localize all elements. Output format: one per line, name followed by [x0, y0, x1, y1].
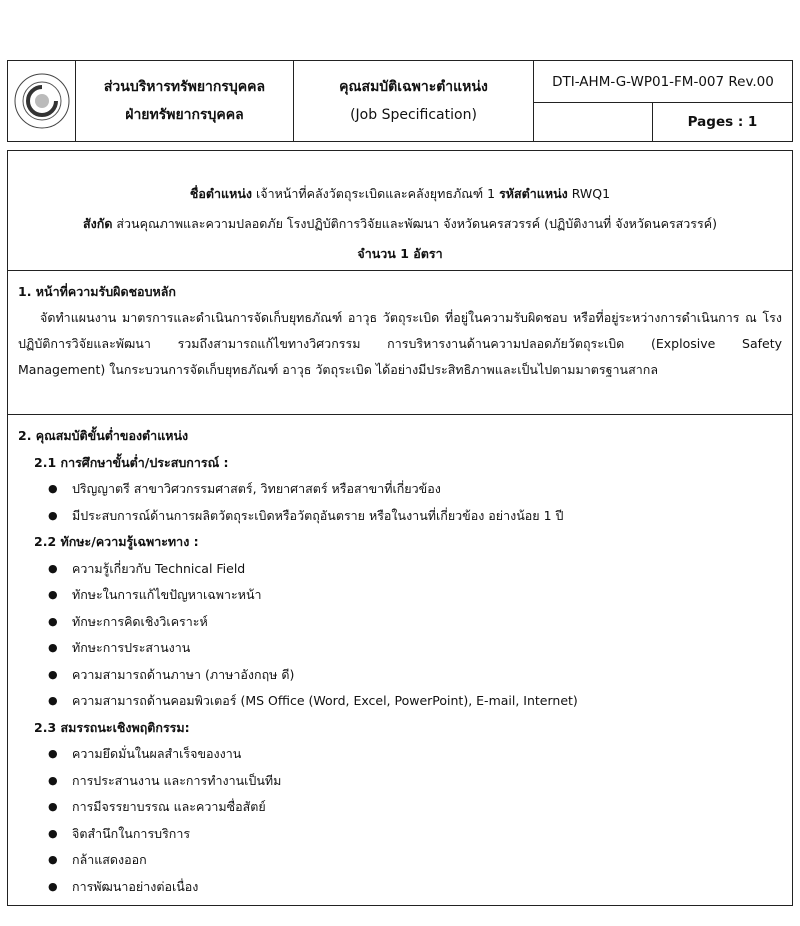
list-item: ● จิตสำนึกในการบริการ [46, 821, 782, 848]
spec-title-english: (Job Specification) [350, 107, 477, 123]
position-code-label: รหัสตำแหน่ง [499, 186, 568, 201]
list-item: ● ทักษะในการแก้ไขปัญหาเฉพาะหน้า [46, 582, 782, 609]
blank-cell [534, 103, 653, 141]
department-cell [76, 61, 294, 141]
qualifications-section [8, 415, 792, 900]
position-name: เจ้าหน้าที่คลังวัตถุระเบิดและคลังยุทธภัณฑ์ 1 [252, 186, 500, 201]
qualifications-heading: 2. คุณสมบัติขั้นต่ำของตำแหน่ง [18, 428, 189, 443]
list-item: ● ทักษะการคิดเชิงวิเคราะห์ [46, 609, 782, 636]
quota: จำนวน 1 อัตรา [357, 246, 443, 261]
skills-list [18, 556, 782, 715]
spec-title-cell [294, 61, 534, 141]
pages-row [534, 103, 792, 141]
education-heading: 2.1 การศึกษาขั้นต่ำ/ประสบการณ์ : [34, 454, 229, 470]
list-item: ● การประสานงาน และการทำงานเป็นทีม [46, 768, 782, 795]
responsibilities-body: จัดทำแผนงาน มาตรการและดำเนินการจัดเก็บยุทธภัณฑ์ อาวุธ วัตถุระเบิด ที่อยู่ในความรับผิดชอบ หรือที่อยู่ระหว่างการดำเนินการ ณ โรงปฏิบัติการวิจัยและพัฒนา รวมถึงสามารถแก้ไขทางวิศวกรรม การบริหารงานด้านความปลอดภัยวัตถุระเบิด (Explosive Safety Management) ในกระบวนการจัดเก็บยุทธภัณฑ์ อาวุธ วัตถุระเบิด ได้อย่างมีประสิทธิภาพและเป็นไปตามมาตรฐานสากล [18, 310, 782, 377]
affiliation-value: ส่วนคุณภาพและความปลอดภัย โรงปฏิบัติการวิจัยและพัฒนา จังหวัดนครสวรรค์ (ปฏิบัติงานที่ จังหวัดนครสวรรค์) [112, 216, 717, 231]
spec-title-thai: คุณสมบัติเฉพาะตำแหน่ง [339, 79, 488, 95]
list-item: ● ทักษะการประสานงาน [46, 635, 782, 662]
position-line [8, 179, 792, 209]
list-item: ● การพัฒนาอย่างต่อเนื่อง [46, 874, 782, 901]
division-name: ฝ่ายทรัพยากรบุคคล [125, 107, 244, 123]
document-header [7, 60, 793, 142]
list-item: ● การมีจรรยาบรรณ และความซื่อสัตย์ [46, 794, 782, 821]
list-item: ● มีประสบการณ์ด้านการผลิตวัตถุระเบิดหรือวัตถุอันตราย หรือในงานที่เกี่ยวข้อง อย่างน้อย 1 ปี [46, 503, 782, 530]
list-item: ● ปริญญาตรี สาขาวิศวกรรมศาสตร์, วิทยาศาสตร์ หรือสาขาที่เกี่ยวข้อง [46, 476, 782, 503]
responsibilities-heading: 1. หน้าที่ความรับผิดชอบหลัก [18, 284, 176, 299]
page-count: Pages : 1 [687, 114, 758, 130]
affiliation-label: สังกัด [83, 216, 113, 231]
position-title-block [8, 151, 792, 271]
list-item: ● ความสามารถด้านคอมพิวเตอร์ (MS Office (Word, Excel, PowerPoint), E-mail, Internet) [46, 688, 782, 715]
organization-logo-icon [12, 71, 72, 131]
document-code: DTI-AHM-G-WP01-FM-007 Rev.00 [534, 61, 792, 103]
competencies-list [18, 741, 782, 900]
competencies-heading: 2.3 สมรรถนะเชิงพฤติกรรม: [34, 719, 190, 735]
affiliation-line [8, 209, 792, 239]
job-spec-body [7, 150, 793, 906]
skills-heading: 2.2 ทักษะ/ความรู้เฉพาะทาง : [34, 534, 199, 549]
position-code: RWQ1 [567, 186, 611, 201]
list-item: ● ความรู้เกี่ยวกับ Technical Field [46, 556, 782, 583]
quota-line [8, 239, 792, 269]
list-item: ● ความยึดมั่นในผลสำเร็จของงาน [46, 741, 782, 768]
doc-info-cell [534, 61, 792, 141]
position-label: ชื่อตำแหน่ง [189, 186, 252, 201]
logo-cell [8, 61, 76, 141]
list-item: ● ความสามารถด้านภาษา (ภาษาอังกฤษ ดี) [46, 662, 782, 689]
list-item: ● กล้าแสดงออก [46, 847, 782, 874]
responsibilities-section [8, 271, 792, 415]
education-list [18, 476, 782, 529]
department-name: ส่วนบริหารทรัพยากรบุคคล [103, 79, 266, 95]
